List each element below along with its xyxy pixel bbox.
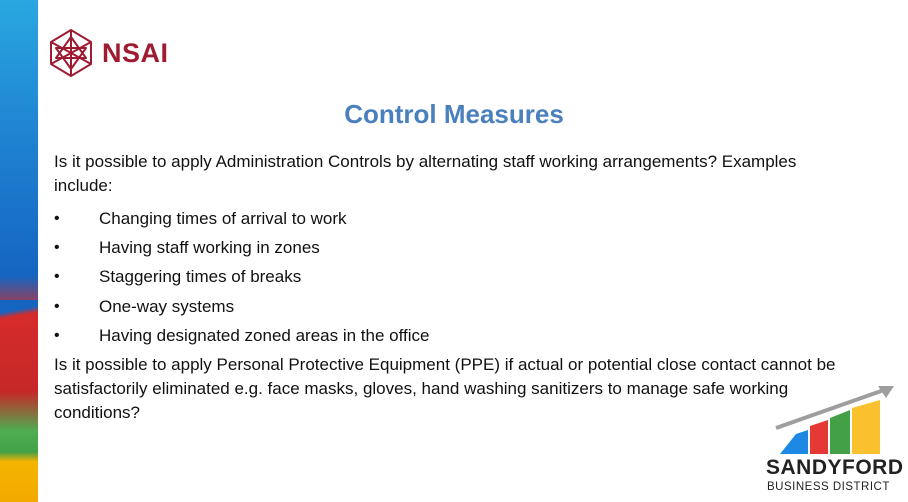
bullet-icon: • [54,327,60,345]
sandyford-name: SANDYFORD [766,456,904,479]
list-item: • Having staff working in zones [54,238,320,258]
nsai-logo-text: NSAI [102,37,169,68]
list-item: • Staggering times of breaks [54,267,302,287]
bullet-icon: • [54,268,60,286]
geodesic-star-icon [46,28,96,78]
nsai-logo [46,28,169,78]
intro-paragraph: Is it possible to apply Administration Controls by alternating staff working arrangements? Examples include: [54,152,797,195]
bullet-icon: • [54,297,60,315]
examples-list [54,204,844,351]
sandyford-subtitle: BUSINESS DISTRICT [767,481,890,493]
sandyford-logo [766,382,902,498]
slide-body [54,150,844,425]
list-item: • Having designated zoned areas in the office [54,326,430,346]
closing-paragraph: Is it possible to apply Personal Protective Equipment (PPE) if actual or potential close contact cannot be satisfactorily eliminated e.g. face masks, gloves, hand washing sanitizers to manage safe working conditions? [54,354,836,422]
list-item: • One-way systems [54,296,235,316]
bullet-icon: • [54,239,60,257]
decorative-color-band [0,0,38,502]
slide-title: Control Measures [344,99,564,129]
list-item: • Changing times of arrival to work [54,208,347,228]
bullet-icon: • [54,209,60,227]
rising-bars-arrow-icon [766,382,902,458]
